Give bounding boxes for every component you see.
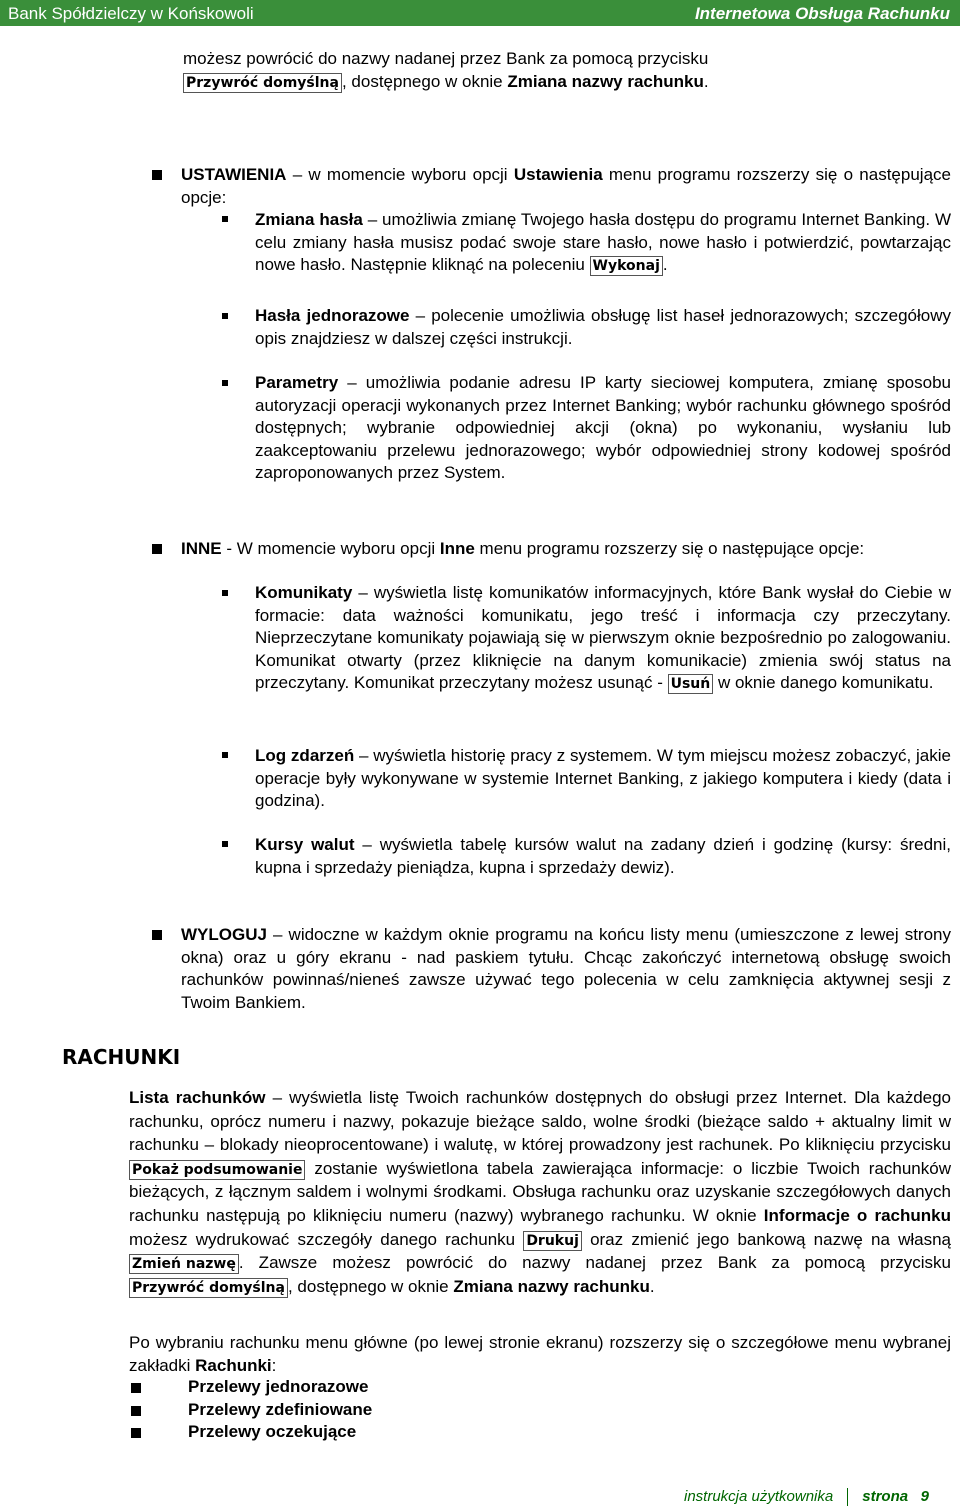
page-header bbox=[0, 0, 960, 26]
bullet-small-icon bbox=[222, 216, 228, 222]
restore-default-button[interactable]: Przywróć domyślną bbox=[183, 73, 342, 93]
pokaz-podsumowanie-button[interactable]: Pokaż podsumowanie bbox=[129, 1160, 305, 1180]
rachunki-menu-paragraph: Po wybraniu rachunku menu główne (po lewej stronie ekranu) rozszerzy się o szczegółowe menu wybranej zakładki Rachunki: bbox=[129, 1333, 951, 1375]
bullet-square-icon bbox=[131, 1383, 141, 1393]
list-item: Przelewy jednorazowe bbox=[188, 1377, 369, 1396]
bank-name: Bank Spółdzielczy w Końskowoli bbox=[8, 4, 254, 23]
wyloguj-section: WYLOGUJ – widoczne w każdym oknie programu na końcu listy menu (umieszczone z lewej strony okna) oraz u góry ekranu - nad paskiem tytułu. Chcąc zakończyć internetową obsługę swoich rachunków powinnaś/nieneś zawsze używać tego polecenia w celu zamknięcia aktywnej sesji z Twoim Bankiem. bbox=[181, 925, 951, 1012]
bullet-small-icon bbox=[222, 590, 228, 596]
bullet-square-icon bbox=[152, 930, 162, 940]
wykonaj-button[interactable]: Wykonaj bbox=[590, 256, 663, 276]
kursy-walut-item: Kursy walut – wyświetla tabelę kursów walut na zadany dzień i godzinę (kursy: średni, kupna i sprzedaży pieniądza, kupna i sprzedaży dewiz). bbox=[255, 835, 951, 877]
bullet-square-icon bbox=[152, 170, 162, 180]
footer-divider bbox=[847, 1488, 848, 1506]
inne-section: INNE - W momencie wyboru opcji Inne menu programu rozszerzy się o następujące opcje: bbox=[181, 539, 865, 558]
bullet-square-icon bbox=[131, 1428, 141, 1438]
intro-paragraph: możesz powrócić do nazwy nadanej przez Bank za pomocą przycisku Przywróć domyślną , dostępnego w oknie Zmiana nazwy rachunku. bbox=[183, 49, 709, 91]
log-zdarzen-item: Log zdarzeń – wyświetla historię pracy z systemem. W tym miejscu możesz zobaczyć, jakie operacje były wykonywane w systemie Internet Banking, z jakiego komputera i kiedy (data i godzina). bbox=[255, 746, 951, 810]
drukuj-button[interactable]: Drukuj bbox=[523, 1231, 582, 1251]
usun-button[interactable]: Usuń bbox=[668, 674, 714, 694]
section-heading: RACHUNKI bbox=[62, 1045, 181, 1069]
rachunki-paragraph: Lista rachunków – wyświetla listę Twoich rachunków dostępnych do obsługi przez Internet. Dla każdego rachunku, oprócz numeru i nazwy, pokazuje bieżące saldo, wolne środki (bieżące saldo + aktualny limit w rachunku – blokady nieoprocentowane) i walutę, w której prowadzony jest rachunek. Po kliknięciu przycisku Pokaż podsumowanie zostanie wyświetlona tabela zawierająca informacje: o liczbie Twoich rachunków bieżących, z łącznym saldem i wolnymi środkami. Obsługa rachunku oraz uzyskanie szczegółowych danych rachunku następują po kliknięciu numeru (nazwy) wybranego rachunku. W oknie Informacje o rachunku możesz wydrukować szczegóły danego rachunku Drukuj oraz zmienić jego bankową nazwę na własną Zmień nazwę . Zawsze możesz powrócić do nazwy nadanej przez Bank za pomocą przycisku Przywróć domyślną , dostępnego w oknie Zmiana nazwy rachunku. bbox=[129, 1088, 952, 1296]
bullet-square-icon bbox=[152, 544, 162, 554]
list-item: Przelewy zdefiniowane bbox=[188, 1400, 373, 1419]
bullet-small-icon bbox=[222, 313, 228, 319]
footer-label: instrukcja użytkownika bbox=[684, 1488, 834, 1505]
zmiana-hasla-item: Zmiana hasła – umożliwia zmianę Twojego hasła dostępu do programu Internet Banking. W celu zmiany hasła musisz podać swoje stare hasło, nowe hasło i potwierdzić, powtarzając nowe hasło. Następnie kliknąć na poleceniu Wykonaj . bbox=[255, 210, 951, 274]
list-item: Przelewy oczekujące bbox=[188, 1422, 357, 1441]
parametry-item: Parametry – umożliwia podanie adresu IP karty sieciowej komputera, zmianę sposobu autoryzacji operacji wykonanych przez Internet Banking; wybór rachunku głównego spośród dostępnych; wybranie odpowiedniej akcji (okna) po wykonaniu, wysłaniu lub zaakceptowaniu przelewu jednorazowego; wybór odpowiedniej strony kodowej spośród zaproponowanych przez System. bbox=[255, 373, 951, 482]
bullet-small-icon bbox=[222, 752, 228, 758]
page-label: strona bbox=[862, 1488, 909, 1505]
komunikaty-item: Komunikaty – wyświetla listę komunikatów informacyjnych, które Bank wysłał do Ciebie w formacie: data ważności komunikatu, jego treść i informacja czy przeczytany. Nieprzeczytane komunikaty pojawiają się w pierwszym oknie bezpośrednio po zalogowaniu. Komunikat otwarty (przez kliknięcie na danym komunikacie) zmienia swój status na przeczytany. Komunikat przeczytany możesz usunąć - Usuń w oknie danego komunikatu. bbox=[255, 583, 951, 692]
ustawienia-section: USTAWIENIA – w momencie wyboru opcji Ustawienia menu programu rozszerzy się o następujące opcje: bbox=[181, 165, 951, 207]
bullet-square-icon bbox=[131, 1406, 141, 1416]
przywroc-domyslna-button[interactable]: Przywróć domyślną bbox=[129, 1278, 288, 1298]
page-number: 9 bbox=[920, 1488, 929, 1505]
page-footer bbox=[684, 1488, 929, 1506]
document-title: Internetowa Obsługa Rachunku bbox=[694, 4, 950, 23]
bullet-small-icon bbox=[222, 841, 228, 847]
bullet-small-icon bbox=[222, 380, 228, 386]
zmien-nazwe-button[interactable]: Zmień nazwę bbox=[129, 1254, 239, 1274]
hasla-jednorazowe-item: Hasła jednorazowe – polecenie umożliwia obsługę list haseł jednorazowych; szczegółowy opis znajdziesz w dalszej części instrukcji. bbox=[255, 306, 951, 348]
